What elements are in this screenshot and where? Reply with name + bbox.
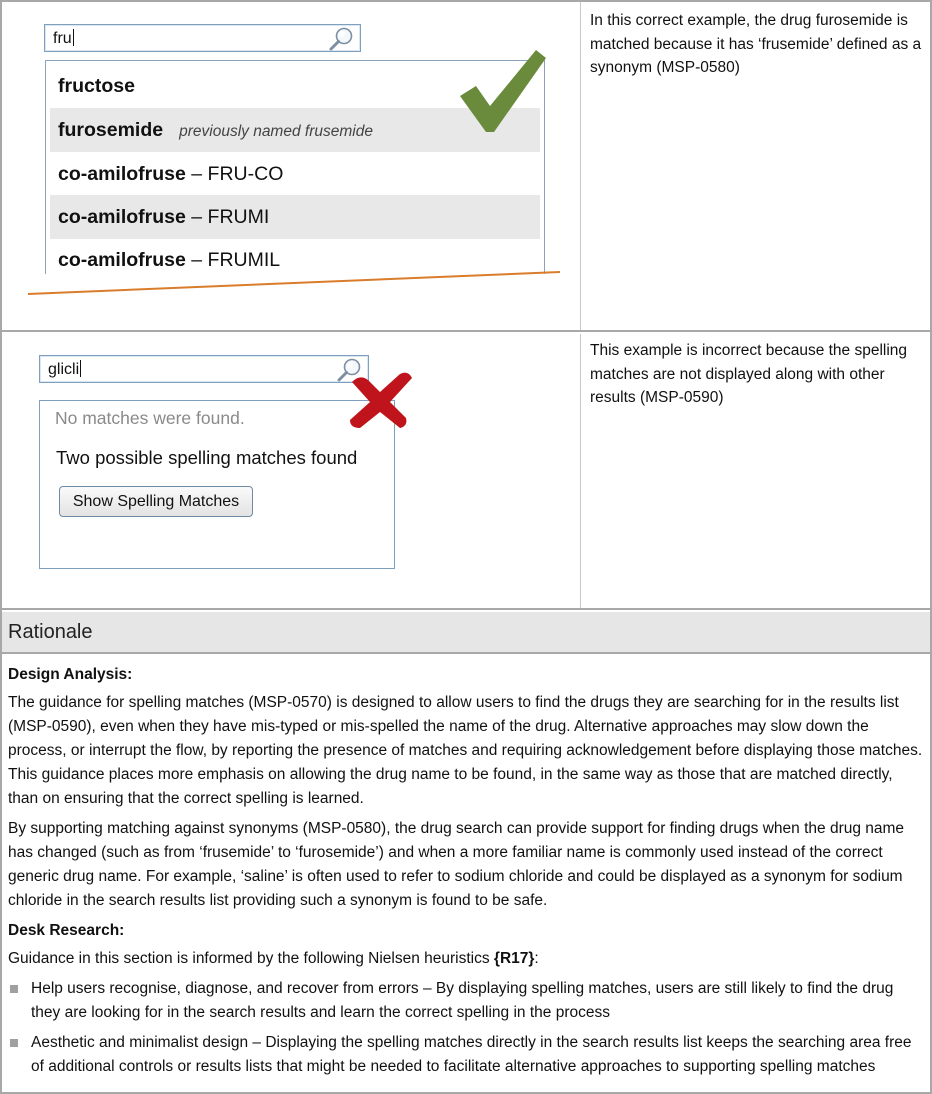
design-analysis-paragraph: The guidance for spelling matches (MSP-0570) is designed to allow users to find the drugs they are searching for in the results list (MSP-0590), even when they have mis-typed or mis-spelled the name of the drug. Alternative approaches may slow down the process, or interrupt the flow, by reporting the presence of matches and requiring acknowledgement before displaying those matches. This guidance places more emphasis on allowing the drug name to be found, in the same way as those that are matched directly, than on ensuring that the correct spelling is learned. — [8, 694, 923, 807]
check-mark-icon — [458, 48, 548, 134]
column-divider — [580, 2, 581, 330]
synonym-note: previously named frusemide — [179, 123, 373, 140]
bullet-icon — [10, 985, 18, 993]
search-input-value: glicli — [48, 361, 80, 378]
rationale-header — [2, 612, 930, 654]
brand-name: – FRU-CO — [191, 163, 284, 185]
search-input-value: fru — [53, 30, 72, 47]
list-item: Help users recognise, diagnose, and recover from errors – By displaying spelling matches, users are still likely to find the drug they are looking for in the search results and learn the correct spelling in the process — [8, 977, 926, 1025]
cross-mark-icon — [346, 370, 414, 430]
desk-research-intro: Guidance in this section is informed by the following Nielsen heuristics {R17}: — [8, 950, 539, 967]
bullet-icon — [10, 1039, 18, 1047]
no-match-panel — [39, 400, 395, 569]
design-analysis-heading: Design Analysis: — [8, 666, 133, 683]
result-item[interactable]: co-amilofruse – FRU-CO — [58, 163, 284, 185]
heuristics-list — [8, 977, 926, 1079]
brand-name: – FRUMI — [191, 206, 270, 228]
result-item[interactable]: co-amilofruse – FRUMI — [50, 195, 540, 239]
show-spelling-matches-button[interactable]: Show Spelling Matches — [59, 486, 253, 517]
result-item[interactable]: furosemide previously named frusemide — [50, 108, 540, 152]
design-analysis-paragraph: By supporting matching against synonyms (MSP-0580), the drug search can provide support for finding drugs when the drug name has changed (such as from ‘frusemide’ to ‘furosemide’) and when a more familiar name is commonly used instead of the correct generic drug name. For example, ‘saline’ is often used to refer to sodium chloride and could be displayed as a synonym for sodium chloride in the search results list providing such a synonym is found to be safe. — [8, 820, 905, 909]
rationale-title: Rationale — [8, 621, 93, 643]
column-divider — [580, 334, 581, 608]
correct-example-row — [2, 2, 930, 332]
text-caret — [80, 360, 81, 377]
spelling-matches-text: Two possible spelling matches found — [56, 447, 358, 468]
result-item[interactable]: fructose — [58, 75, 135, 97]
heuristics-reference: {R17} — [493, 950, 535, 967]
no-matches-text: No matches were found. — [55, 408, 245, 428]
rationale-content — [8, 663, 926, 1085]
incorrect-example-row — [2, 334, 930, 610]
list-item: Aesthetic and minimalist design – Displaying the spelling matches directly in the search results list keeps the searching area free of additional controls or results lists that might be needed to facilitate alternative approaches to supporting spelling matches — [8, 1031, 926, 1079]
incorrect-example-caption: This example is incorrect because the spelling matches are not displayed along with other results (MSP-0590) — [590, 342, 908, 406]
search-input-glicli[interactable] — [39, 355, 369, 383]
desk-research-heading: Desk Research: — [8, 922, 125, 939]
result-item[interactable]: co-amilofruse – FRUMIL — [58, 249, 281, 271]
brand-name: – FRUMIL — [191, 249, 281, 271]
correct-example-caption: In this correct example, the drug furosemide is matched because it has ‘frusemide’ defined as a synonym (MSP-0580) — [590, 12, 922, 76]
